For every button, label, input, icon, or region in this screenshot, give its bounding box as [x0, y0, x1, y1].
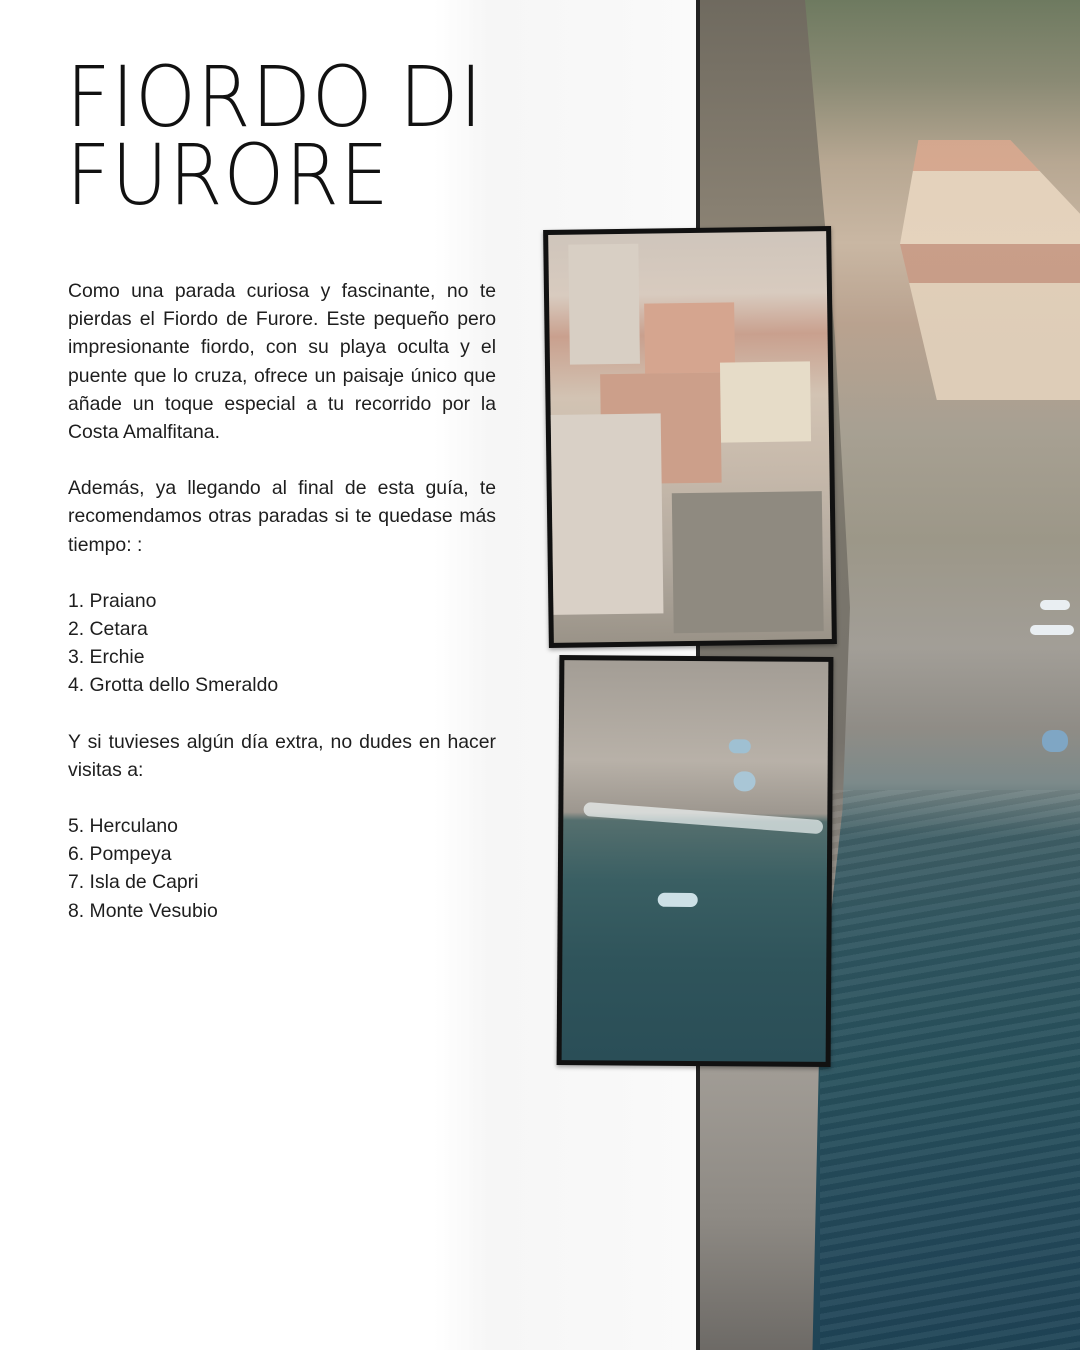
list-item: 5. Herculano	[68, 815, 178, 838]
beach-photo	[557, 655, 834, 1067]
boat	[729, 739, 751, 753]
title-line-1: FIORDO DI	[66, 48, 484, 146]
extra-day-paragraph: Y si tuvieses algún día extra, no dudes en hacer visitas a:	[68, 730, 496, 781]
house-shape	[720, 361, 811, 442]
more-stops-paragraph: Además, ya llegando al final de esta guía, te recomendamos otras paradas si te quedase más tiempo: :	[68, 477, 496, 556]
house-shape	[551, 413, 664, 615]
boat	[658, 893, 698, 907]
list-item: 1. Praiano	[68, 589, 157, 612]
intro-paragraph: Como una parada curiosa y fascinante, no te pierdas el Fiordo de Furore. Este pequeño pero impresionante fiordo, con su playa oculta y el puente que lo cruza, ofrece un paisaje único que añade un toque especial a tu recorrido por la Costa Amalfitana.	[68, 280, 496, 444]
extra-visits-list	[68, 812, 496, 925]
list-item: 2. Cetara	[68, 618, 148, 641]
list-item: 4. Grotta dello Smeraldo	[68, 674, 279, 697]
boat	[1040, 600, 1070, 610]
list-item: 6. Pompeya	[68, 843, 172, 866]
page-title	[66, 48, 536, 224]
sea-water	[820, 790, 1080, 1350]
list-item: 7. Isla de Capri	[68, 871, 199, 894]
cliff-houses	[900, 140, 1080, 400]
list-item: 8. Monte Vesubio	[68, 899, 218, 922]
boat	[1030, 625, 1074, 635]
house-shape	[672, 491, 824, 633]
boat	[1042, 730, 1068, 752]
more-stops-list	[68, 587, 496, 700]
house-shape	[568, 244, 640, 365]
body-text	[68, 277, 496, 925]
list-item: 3. Erchie	[68, 646, 145, 669]
boat	[733, 771, 755, 791]
houses-photo	[543, 226, 837, 648]
wave-foam	[583, 802, 823, 834]
title-line-2: FURORE	[66, 126, 390, 224]
